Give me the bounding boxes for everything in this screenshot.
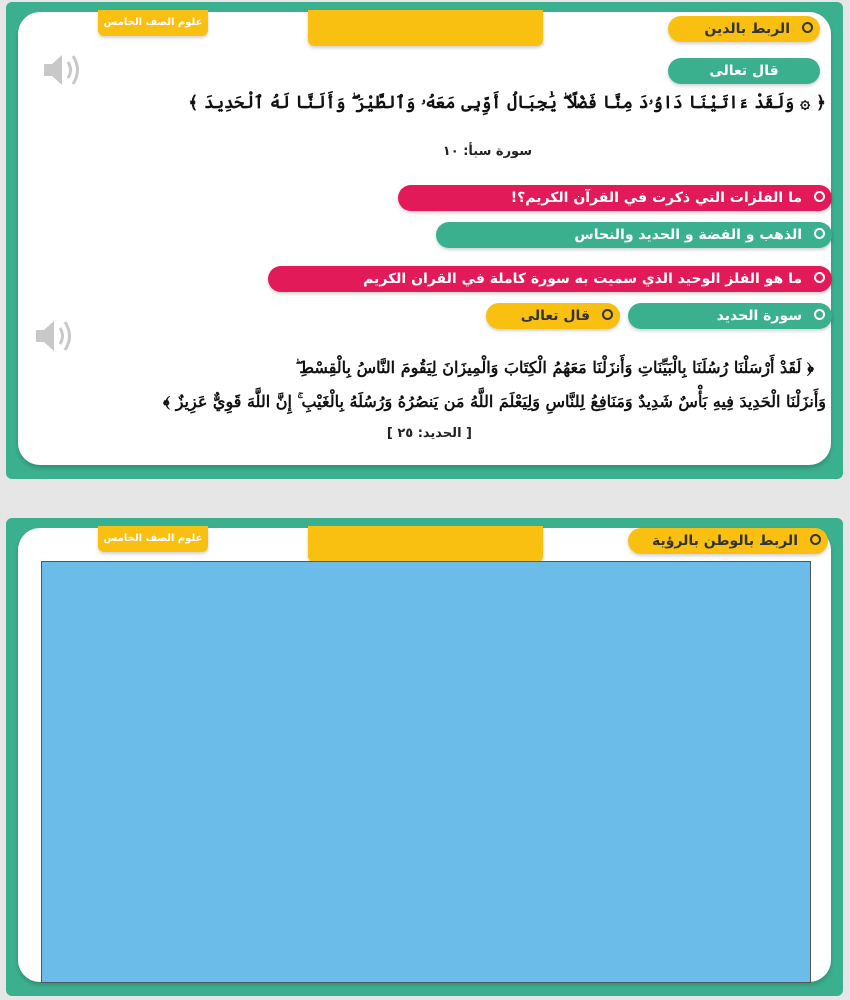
qala-taala-label-1: قال تعالى <box>668 58 820 84</box>
speaker-icon[interactable] <box>40 50 84 94</box>
title-tab <box>308 526 543 562</box>
radio-circle-icon <box>602 309 613 320</box>
question-2[interactable]: ما هو الفلز الوحيد الذي سميت به سورة كاملة في القران الكريم <box>268 266 832 292</box>
verse-saba: ﴿ ۞ وَلَقَدْ ءَاتَيْنَا دَاوُۥدَ مِنَّا فَضْلًا ۖ يَٰجِبَالُ أَوِّبِى مَعَهُۥ وَٱلطَّيْرَ ۖ وَأَلَنَّا لَهُ ٱلْحَدِيدَ ﴾ <box>188 93 826 113</box>
surah-saba-ref: سورة سبأ: ١٠ <box>442 144 532 159</box>
radio-circle-icon <box>814 228 825 239</box>
question-1[interactable]: ما الفلزات التي ذكرت في القرآن الكريم؟! <box>398 185 832 211</box>
answer-2[interactable]: سورة الحديد <box>628 303 832 329</box>
link-vision-button[interactable]: الربط بالوطن بالرؤية <box>628 528 828 554</box>
radio-circle-icon <box>814 272 825 283</box>
verse-hadid-line-2: وَأَنزَلْنَا الْحَدِيدَ فِيهِ بَأْسٌ شَدِيدٌ وَمَنَافِعُ لِلنَّاسِ وَلِيَعْلَمَ اللَّهُ مَن يَنصُرُهُ وَرُسُلَهُ بِالْغَيْبِ ۚ إِنَّ اللَّهَ قَوِيٌّ عَزِيزٌ ﴾ <box>163 392 826 411</box>
link-religion-button[interactable]: الربط بالدين <box>668 16 820 42</box>
verse-hadid-line-1: ﴿ لَقَدْ أَرْسَلْنَا رُسُلَنَا بِالْبَيِّنَاتِ وَأَنزَلْنَا مَعَهُمُ الْكِتَابَ وَالْمِيزَانَ لِيَقُومَ النَّاسُ بِالْقِسْطِ ۖ <box>295 358 814 377</box>
radio-circle-icon <box>814 309 825 320</box>
surah-hadid-ref: [ الحديد: ٢٥ ] <box>386 426 472 441</box>
speaker-icon[interactable] <box>32 316 76 360</box>
answer-1[interactable]: الذهب و الفضة و الحديد والنحاس <box>436 222 832 248</box>
qala-taala-button-2[interactable]: قال تعالى <box>486 303 620 329</box>
radio-circle-icon <box>814 191 825 202</box>
content-placeholder-box <box>41 561 811 983</box>
grade-label-tab: علوم الصف الخامس <box>98 526 208 552</box>
grade-label-tab: علوم الصف الخامس <box>98 10 208 36</box>
radio-circle-icon <box>810 534 821 545</box>
radio-circle-icon <box>802 22 813 33</box>
title-tab <box>308 10 543 46</box>
